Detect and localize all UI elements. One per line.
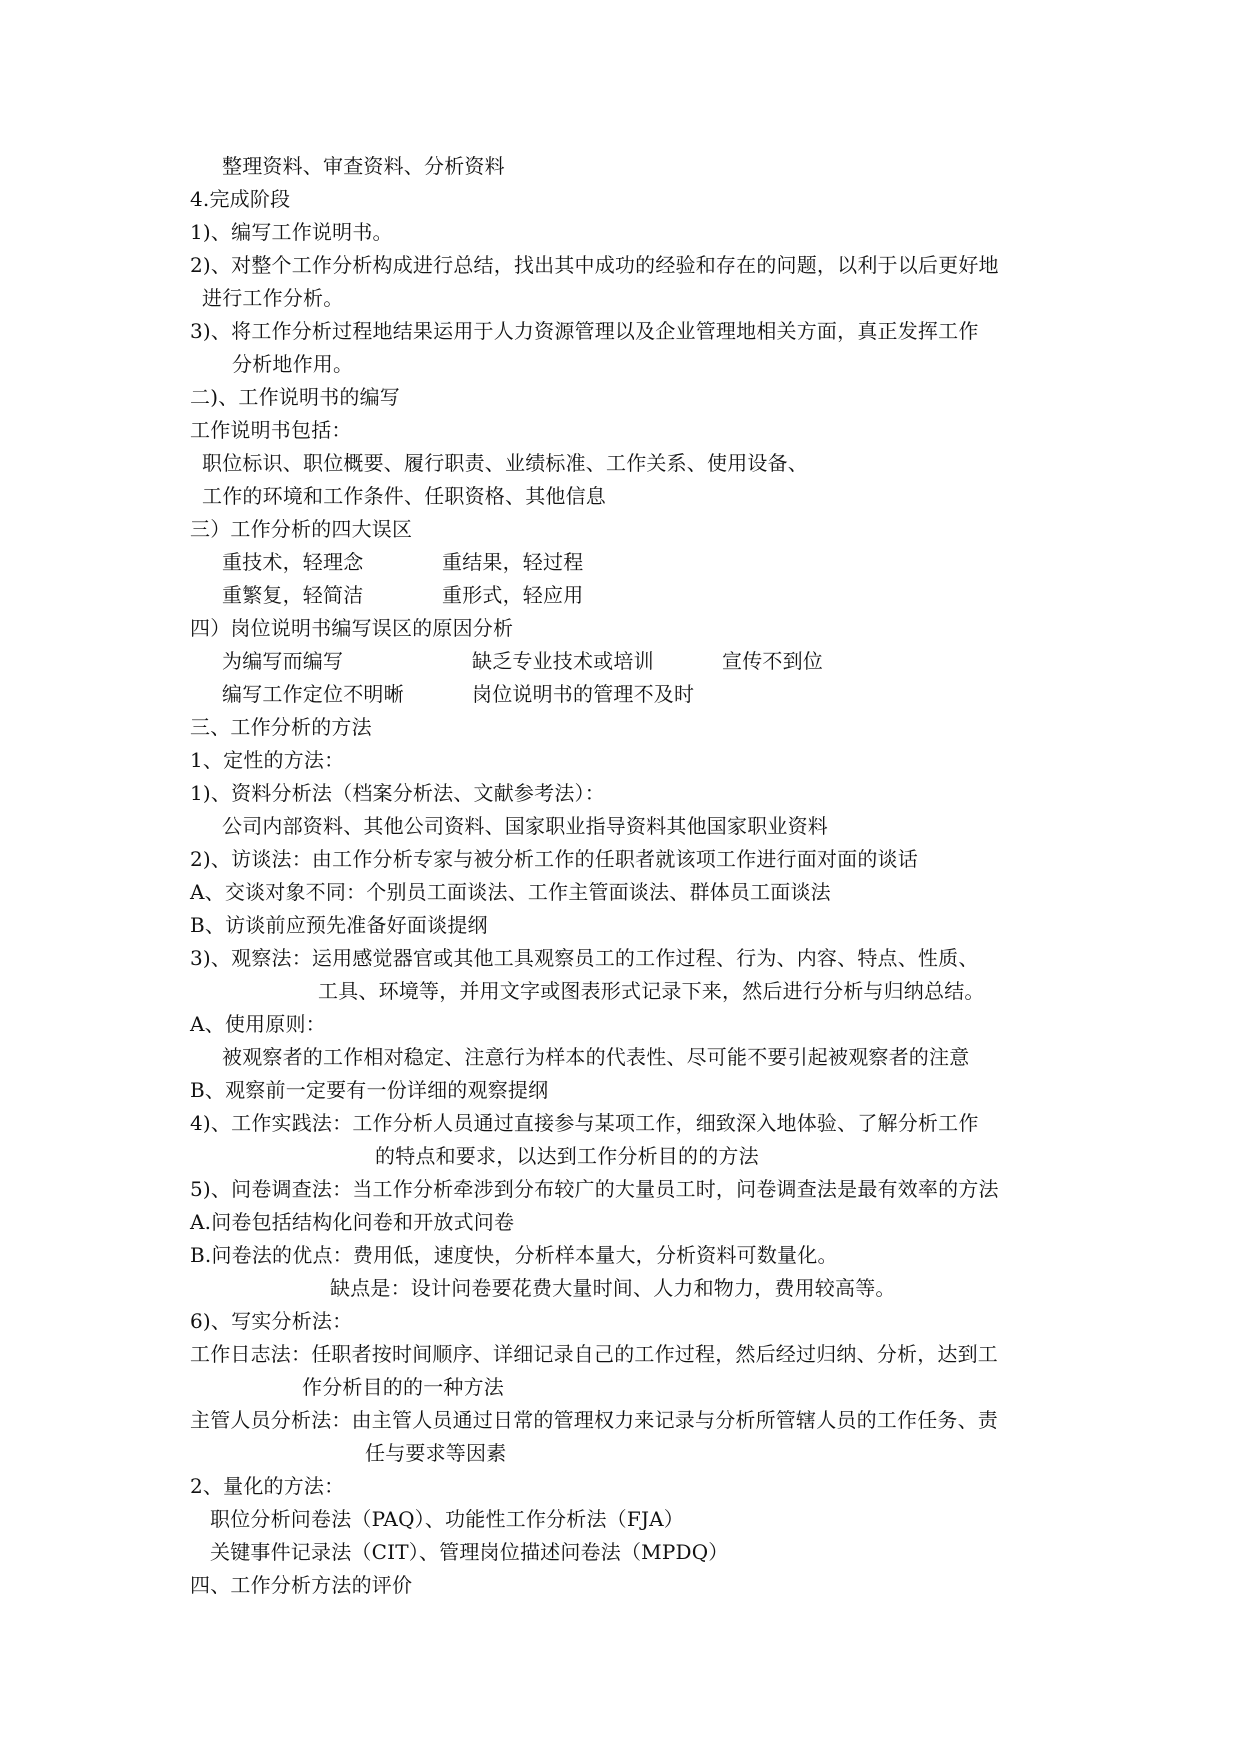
reason-row [190, 645, 1060, 678]
text-line: 的特点和要求，以达到工作分析目的的方法 [375, 1144, 759, 1168]
reason-row [190, 678, 1060, 711]
text-line: 1)、资料分析法（档案分析法、文献参考法）： [190, 781, 605, 805]
section-heading: 三）工作分析的四大误区 [190, 517, 413, 541]
text-line: 2、量化的方法： [190, 1474, 345, 1498]
section-heading: 二)、工作说明书的编写 [190, 385, 401, 409]
text-line: 职位标识、职位概要、履行职责、业绩标准、工作关系、使用设备、 [202, 451, 808, 475]
text-line: 4)、工作实践法：工作分析人员通过直接参与某项工作，细致深入地体验、了解分析工作 [190, 1111, 979, 1135]
text-line: 5)、问卷调查法：当工作分析牵涉到分布较广的大量员工时，问卷调查法是最有效率的方法 [190, 1177, 999, 1201]
text-line: 3)、将工作分析过程地结果运用于人力资源管理以及企业管理地相关方面，真正发挥工作 [190, 319, 979, 343]
text-line: B、观察前一定要有一份详细的观察提纲 [190, 1078, 549, 1102]
text-line: 被观察者的工作相对稳定、注意行为样本的代表性、尽可能不要引起被观察者的注意 [222, 1045, 970, 1069]
document-body [190, 150, 1060, 1602]
text-line: B.问卷法的优点：费用低，速度快，分析样本量大，分析资料可数量化。 [190, 1243, 838, 1267]
section-heading: 4.完成阶段 [190, 187, 291, 211]
text-line: 任与要求等因素 [365, 1441, 507, 1465]
text-line: 主管人员分析法：由主管人员通过日常的管理权力来记录与分析所管辖人员的工作任务、责 [190, 1408, 998, 1432]
text-line: 3)、观察法：运用感觉器官或其他工具观察员工的工作过程、行为、内容、特点、性质、 [190, 946, 979, 970]
text-line: 公司内部资料、其他公司资料、国家职业指导资料其他国家职业资料 [222, 814, 828, 838]
text-line: 缺点是：设计问卷要花费大量时间、人力和物力，费用较高等。 [330, 1276, 896, 1300]
text-line: 1、定性的方法： [190, 748, 345, 772]
text-line: 关键事件记录法（CIT）、管理岗位描述问卷法（MPDQ） [210, 1540, 729, 1564]
text-line: B、访谈前应预先准备好面谈提纲 [190, 913, 488, 937]
reason-item: 编写工作定位不明晰 [222, 682, 404, 706]
reason-item: 岗位说明书的管理不及时 [472, 682, 695, 706]
misconception-item: 重结果，轻过程 [442, 550, 584, 574]
text-line: 工作说明书包括： [190, 418, 352, 442]
text-line: A.问卷包括结构化问卷和开放式问卷 [190, 1210, 515, 1234]
text-line: 工作的环境和工作条件、任职资格、其他信息 [202, 484, 606, 508]
misconception-row [190, 579, 1060, 612]
text-line: 职位分析问卷法（PAQ）、功能性工作分析法（FJA） [210, 1507, 684, 1531]
reason-item: 为编写而编写 [222, 649, 344, 673]
misconception-item: 重繁复，轻简洁 [222, 583, 364, 607]
text-line: 分析地作用。 [232, 352, 354, 376]
text-line: 6)、写实分析法： [190, 1309, 353, 1333]
text-line: A、使用原则： [190, 1012, 326, 1036]
section-heading: 四、工作分析方法的评价 [190, 1573, 413, 1597]
misconception-item: 重形式，轻应用 [442, 583, 584, 607]
reason-item: 宣传不到位 [722, 649, 823, 673]
text-line: 1)、编写工作说明书。 [190, 220, 393, 244]
text-line: 工作日志法：任职者按时间顺序、详细记录自己的工作过程，然后经过归纳、分析，达到工 [190, 1342, 998, 1366]
misconception-row [190, 546, 1060, 579]
text-line: A、交谈对象不同：个别员工面谈法、工作主管面谈法、群体员工面谈法 [190, 880, 831, 904]
text-line: 进行工作分析。 [202, 286, 344, 310]
text-line: 2)、访谈法：由工作分析专家与被分析工作的任职者就该项工作进行面对面的谈话 [190, 847, 918, 871]
misconception-item: 重技术，轻理念 [222, 550, 364, 574]
text-line: 工具、环境等，并用文字或图表形式记录下来，然后进行分析与归纳总结。 [318, 979, 985, 1003]
text-line: 整理资料、审查资料、分析资料 [222, 154, 505, 178]
text-line: 作分析目的的一种方法 [302, 1375, 504, 1399]
section-heading: 三、工作分析的方法 [190, 715, 372, 739]
reason-item: 缺乏专业技术或培训 [472, 649, 654, 673]
text-line: 2)、对整个工作分析构成进行总结，找出其中成功的经验和存在的问题，以利于以后更好地 [190, 253, 999, 277]
section-heading: 四）岗位说明书编写误区的原因分析 [190, 616, 514, 640]
